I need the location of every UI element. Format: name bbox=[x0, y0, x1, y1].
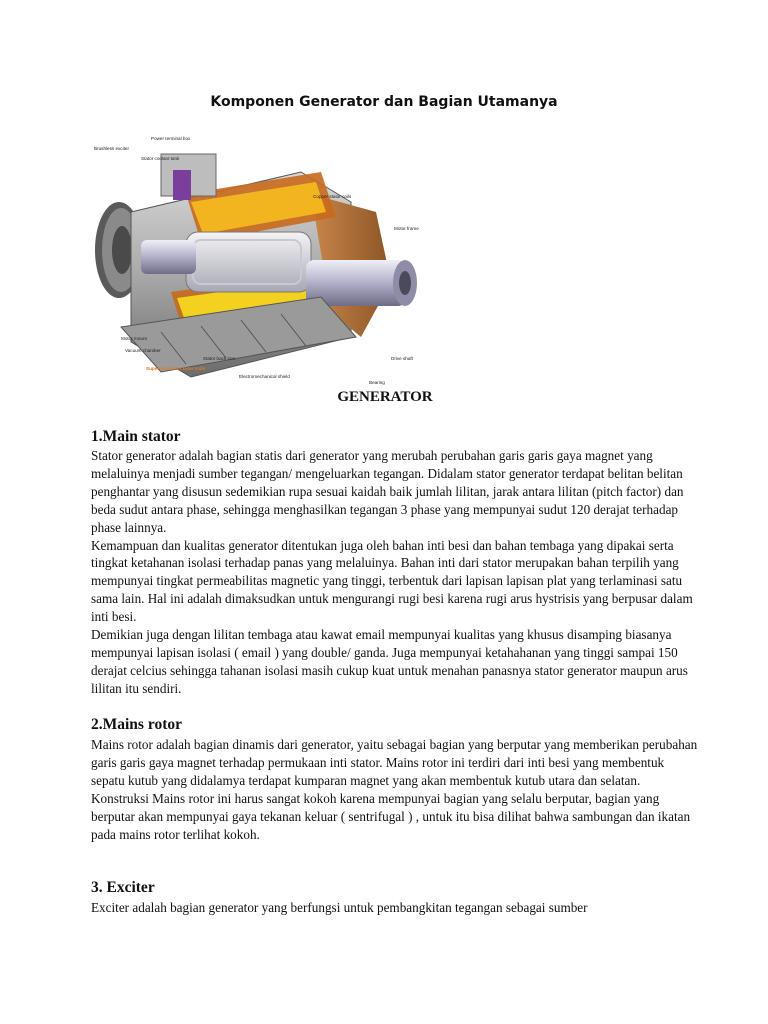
label-copper-stator-coils: Copper stator coils bbox=[313, 194, 352, 199]
rotor-shape bbox=[186, 232, 311, 292]
label-stator-back-iron: Stator back iron bbox=[203, 356, 236, 361]
section-body-exciter bbox=[91, 899, 701, 917]
label-power-terminal-box: Power terminal box bbox=[151, 136, 191, 141]
section-heading-mains-rotor: 2.Mains rotor bbox=[91, 716, 182, 733]
section-heading-main-stator: 1.Main stator bbox=[91, 428, 181, 445]
label-motor-mount: Motor mount bbox=[121, 336, 147, 341]
page-title: Komponen Generator dan Bagian Utamanya bbox=[210, 94, 558, 110]
label-drive-shaft: Drive shaft bbox=[391, 356, 413, 361]
label-vacuum-chamber: Vacuum chamber bbox=[125, 348, 161, 353]
generator-cutaway-illustration bbox=[91, 132, 425, 390]
label-bearing: Bearing bbox=[369, 380, 385, 385]
label-motor-frame: Motor frame bbox=[394, 226, 419, 231]
figure-caption: GENERATOR bbox=[337, 389, 433, 405]
paragraph: Demikian juga dengan lilitan tembaga atau kawat email mempunyai kualitas yang khusus disamping biasanya mempunyai lapisan isolasi ( email ) yang double/ ganda. Juga mempunyai ketahahanan yang tinggi sampai 150 derajat celcius sehingga tahanan isolasi masih cukup kuat untuk menahan panasnya stator generator maupun arus lilitan itu sendiri. bbox=[91, 627, 688, 696]
section-heading-exciter: 3. Exciter bbox=[91, 879, 155, 896]
paragraph: Stator generator adalah bagian statis dari generator yang merubah perubahan garis garis gaya magnet yang melaluinya menjadi sumber tegangan/ mengeluarkan tegangan. Didalam stator generator terdapat belitan belitan penghantar yang disusun sedemikian rupa sesuai kaidah baik jumlah lilitan, jarak antara lilitan (pitch factor) dan beda sudut antara phase, sehingga menghasilkan tegangan 3 phase yang mempunyai sudut 120 derajat terhadap phase lainnya. bbox=[91, 448, 684, 535]
section-body-main-stator bbox=[91, 447, 701, 698]
paragraph: Kemampuan dan kualitas generator ditentukan juga oleh bahan inti besi dan bahan tembaga yang dipakai serta tingkat ketahanan isolasi terhadap panas yang melaluinya. Bahan inti dari stator merupakan bahan terpilih yang mempunyai tingkat permeabilitas magnetic yang tinggi, terbentuk dari lapisan lapisan plat yang terlaminasi satu sama lain. Hal ini adalah dimaksudkan untuk mengurangi rugi besi karena rugi arus hystrisis yang berpusar dalam inti besi. bbox=[91, 537, 693, 625]
section-body-mains-rotor bbox=[91, 736, 701, 843]
paragraph: Konstruksi Mains rotor ini harus sangat kokoh karena mempunyai bagian yang selalu berputar, bagian yang berputar akan mempunyai gaya tekanan keluar ( sentrifugal ) , untuk itu bisa dilihat bahwa sambungan dan ikatan pada mains rotor terlihat kokoh. bbox=[91, 790, 691, 842]
generator-diagram-svg bbox=[91, 132, 425, 390]
label-superconductor-rotor-coils: Superconductor rotor coils bbox=[146, 366, 206, 371]
label-stator-coolant-tank: Stator coolant tank bbox=[141, 156, 180, 161]
label-electromechanical-shield: Electromechanical shield bbox=[239, 374, 290, 379]
label-brushless-exciter: Brushless exciter bbox=[94, 146, 129, 151]
paragraph: Exciter adalah bagian generator yang berfungsi untuk pembangkitan tegangan sebagai sumber bbox=[91, 900, 588, 915]
paragraph: Mains rotor adalah bagian dinamis dari generator, yaitu sebagai bagian yang berputar yang memberikan perubahan garis garis gaya magnet terhadap permukaan inti stator. Mains rotor ini terdiri dari inti besi yang membentuk sepatu kutub yang didalamya terdapat kumparan magnet yang akan membentuk kutub utara dan selatan. bbox=[91, 737, 698, 788]
